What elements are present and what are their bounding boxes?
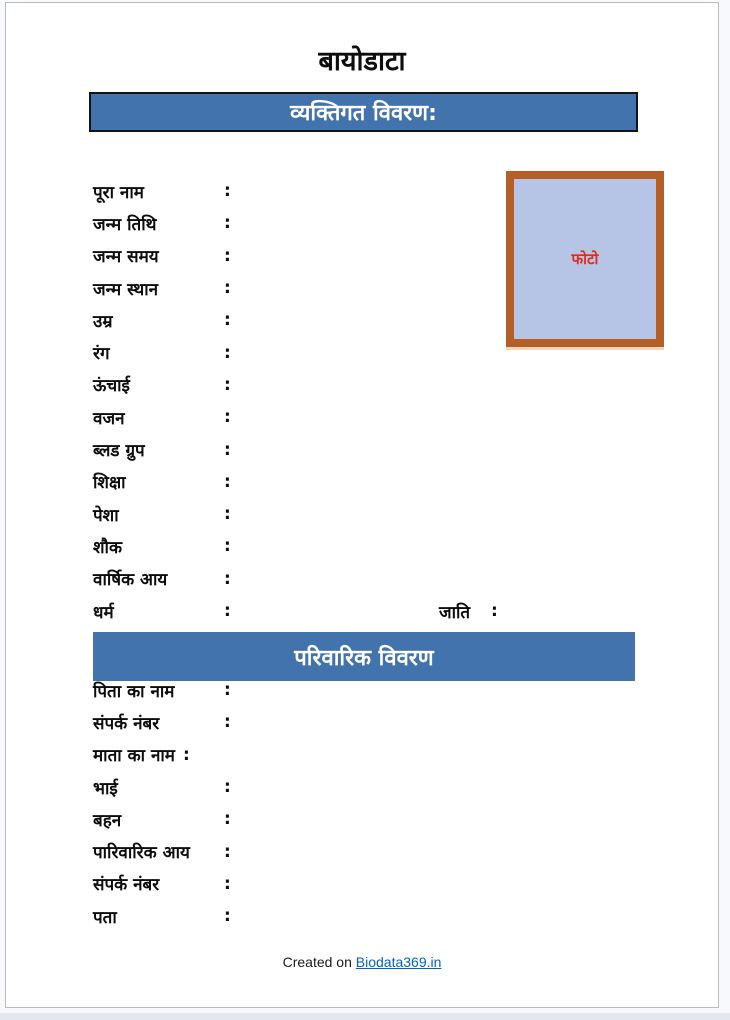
field-row-annual-income [93,563,231,595]
field-row-education [93,466,231,498]
field-row-family-income [93,835,231,867]
field-row-birth-date [93,207,231,239]
caste-label: जाति [439,602,471,623]
page-title: बायोडाटा [318,46,406,77]
field-colon: : [224,213,231,234]
field-label: ऊंचाई [93,376,130,397]
field-label: जन्म तिथि [93,214,157,235]
field-row-full-name [93,175,231,207]
field-colon: : [224,342,231,363]
field-colon: : [224,439,231,460]
field-row-blood-group [93,433,231,465]
field-row-weight [93,401,231,433]
field-label: संपर्क नंबर [93,875,160,896]
field-colon: : [224,568,231,589]
field-label: संपर्क नंबर [93,713,160,734]
family-fields-list [93,674,231,932]
field-row-brother [93,771,231,803]
field-label: माता का नाम [93,746,175,767]
field-label: पारिवारिक आय [93,843,190,864]
field-label: वार्षिक आय [93,570,168,591]
field-row-hobby [93,530,231,562]
personal-details-header [89,92,638,132]
field-row-birth-place [93,272,231,304]
field-label: पता [93,907,117,928]
field-row-birth-time [93,240,231,272]
field-row-father-name [93,674,231,706]
field-label: धर्म [93,602,114,623]
field-label: पेशा [93,505,119,526]
field-colon: : [224,906,231,927]
field-label: उम्र [93,311,113,332]
field-label: रंग [93,344,110,365]
personal-details-header-label: व्यक्तिगत विवरण: [290,101,437,126]
caste-colon: : [491,601,498,621]
field-label: शौक [93,537,123,558]
field-colon: : [224,712,231,733]
field-colon: : [224,873,231,894]
field-label: जन्म स्थान [93,279,159,300]
field-label: ब्लड ग्रुप [93,441,145,462]
field-colon: : [224,536,231,557]
field-colon: : [224,374,231,395]
field-colon: : [224,777,231,798]
field-label: बहन [93,810,122,831]
field-colon: : [224,809,231,830]
field-colon: : [224,680,231,701]
biodata369-link[interactable]: Biodata369.in [355,954,442,970]
field-row-address [93,900,231,932]
field-label: शिक्षा [93,473,126,494]
field-row-age [93,304,231,336]
photo-placeholder-label: फोटो [571,250,599,268]
field-colon: : [224,841,231,862]
field-row-sister [93,803,231,835]
field-label: पूरा नाम [93,182,144,203]
photo-placeholder-box [506,171,664,347]
field-label: भाई [93,778,118,799]
field-label: पिता का नाम [93,681,175,702]
field-colon: : [224,504,231,525]
field-row-height [93,369,231,401]
field-colon: : [224,407,231,428]
field-row-contact-number [93,706,231,738]
field-label: वजन [93,408,125,429]
family-details-header-label: परिवारिक विवरण [294,645,434,671]
field-colon: : [224,471,231,492]
field-colon: : [224,278,231,299]
field-row-mother-name [93,739,190,771]
field-colon: : [224,245,231,266]
personal-fields-list [93,175,498,627]
field-colon: : [224,310,231,331]
field-row-family-contact-number [93,868,231,900]
background-bottom-strip [0,1013,730,1020]
field-colon: : [183,744,190,765]
field-row-profession [93,498,231,530]
biodata-page [5,2,719,1008]
field-row-religion-caste [93,595,498,627]
field-row-complexion [93,336,231,368]
footer-credit-text: Created on [282,954,356,970]
field-label: जन्म समय [93,247,159,268]
footer-credit [6,954,718,970]
field-colon: : [224,181,231,202]
field-colon: : [224,601,231,621]
